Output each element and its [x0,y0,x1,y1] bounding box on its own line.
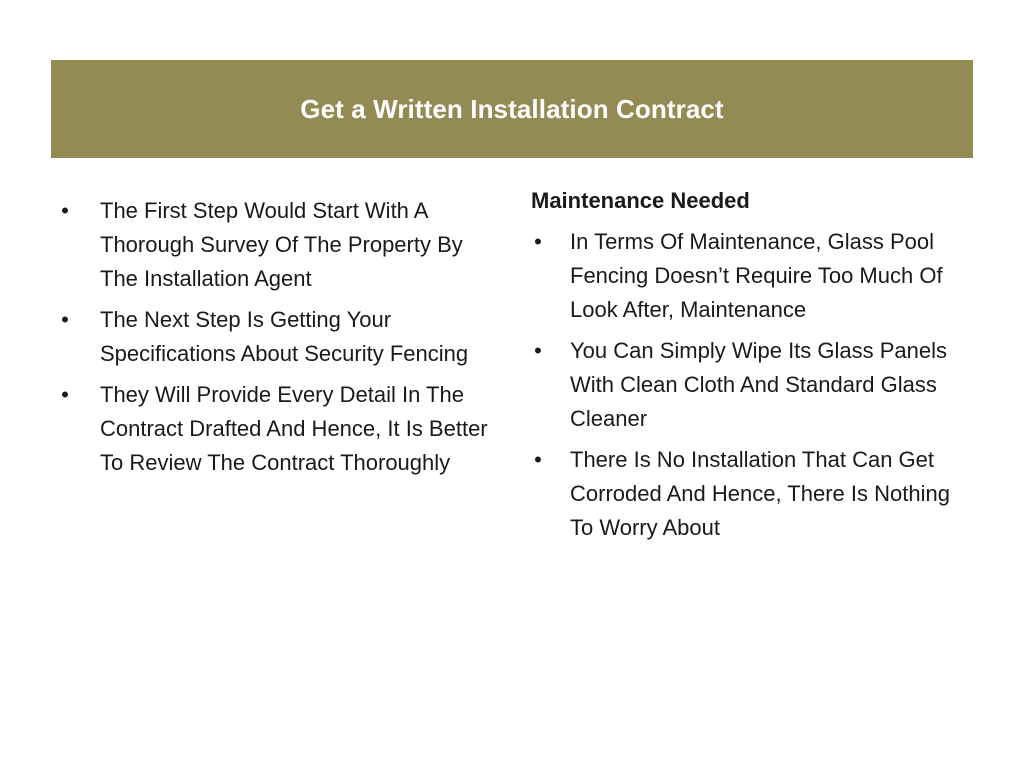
bullet-icon: • [61,198,69,223]
list-item [58,378,498,480]
list-item [531,225,971,327]
list-item [58,194,498,296]
bullet-icon: • [534,447,542,472]
list-item [531,334,971,436]
list-item [531,443,971,545]
list-item-text: You Can Simply Wipe Its Glass Panels With Clean Cloth And Standard Glass Cleaner [570,338,948,431]
title-bar [51,60,973,158]
left-column [58,194,498,487]
list-item-text: The First Step Would Start With A Thorough Survey Of The Property By The Installation Agent [100,198,463,291]
bullet-icon: • [61,307,69,332]
bullet-icon: • [534,338,542,363]
bullet-icon: • [534,229,542,254]
bullet-icon: • [61,382,69,407]
right-bullet-list [531,225,971,545]
list-item-text: In Terms Of Maintenance, Glass Pool Fencing Doesn’t Require Too Much Of Look After, Maintenance [570,229,943,322]
list-item [58,303,498,371]
right-column [531,184,971,552]
list-item-text: There Is No Installation That Can Get Corroded And Hence, There Is Nothing To Worry About [570,447,950,540]
list-item-text: The Next Step Is Getting Your Specifications About Security Fencing [100,307,469,366]
left-bullet-list [58,194,498,480]
right-column-heading: Maintenance Needed [531,188,750,213]
slide-title: Get a Written Installation Contract [300,93,724,124]
list-item-text: They Will Provide Every Detail In The Contract Drafted And Hence, It Is Better To Review The Contract Thoroughly [100,382,488,475]
